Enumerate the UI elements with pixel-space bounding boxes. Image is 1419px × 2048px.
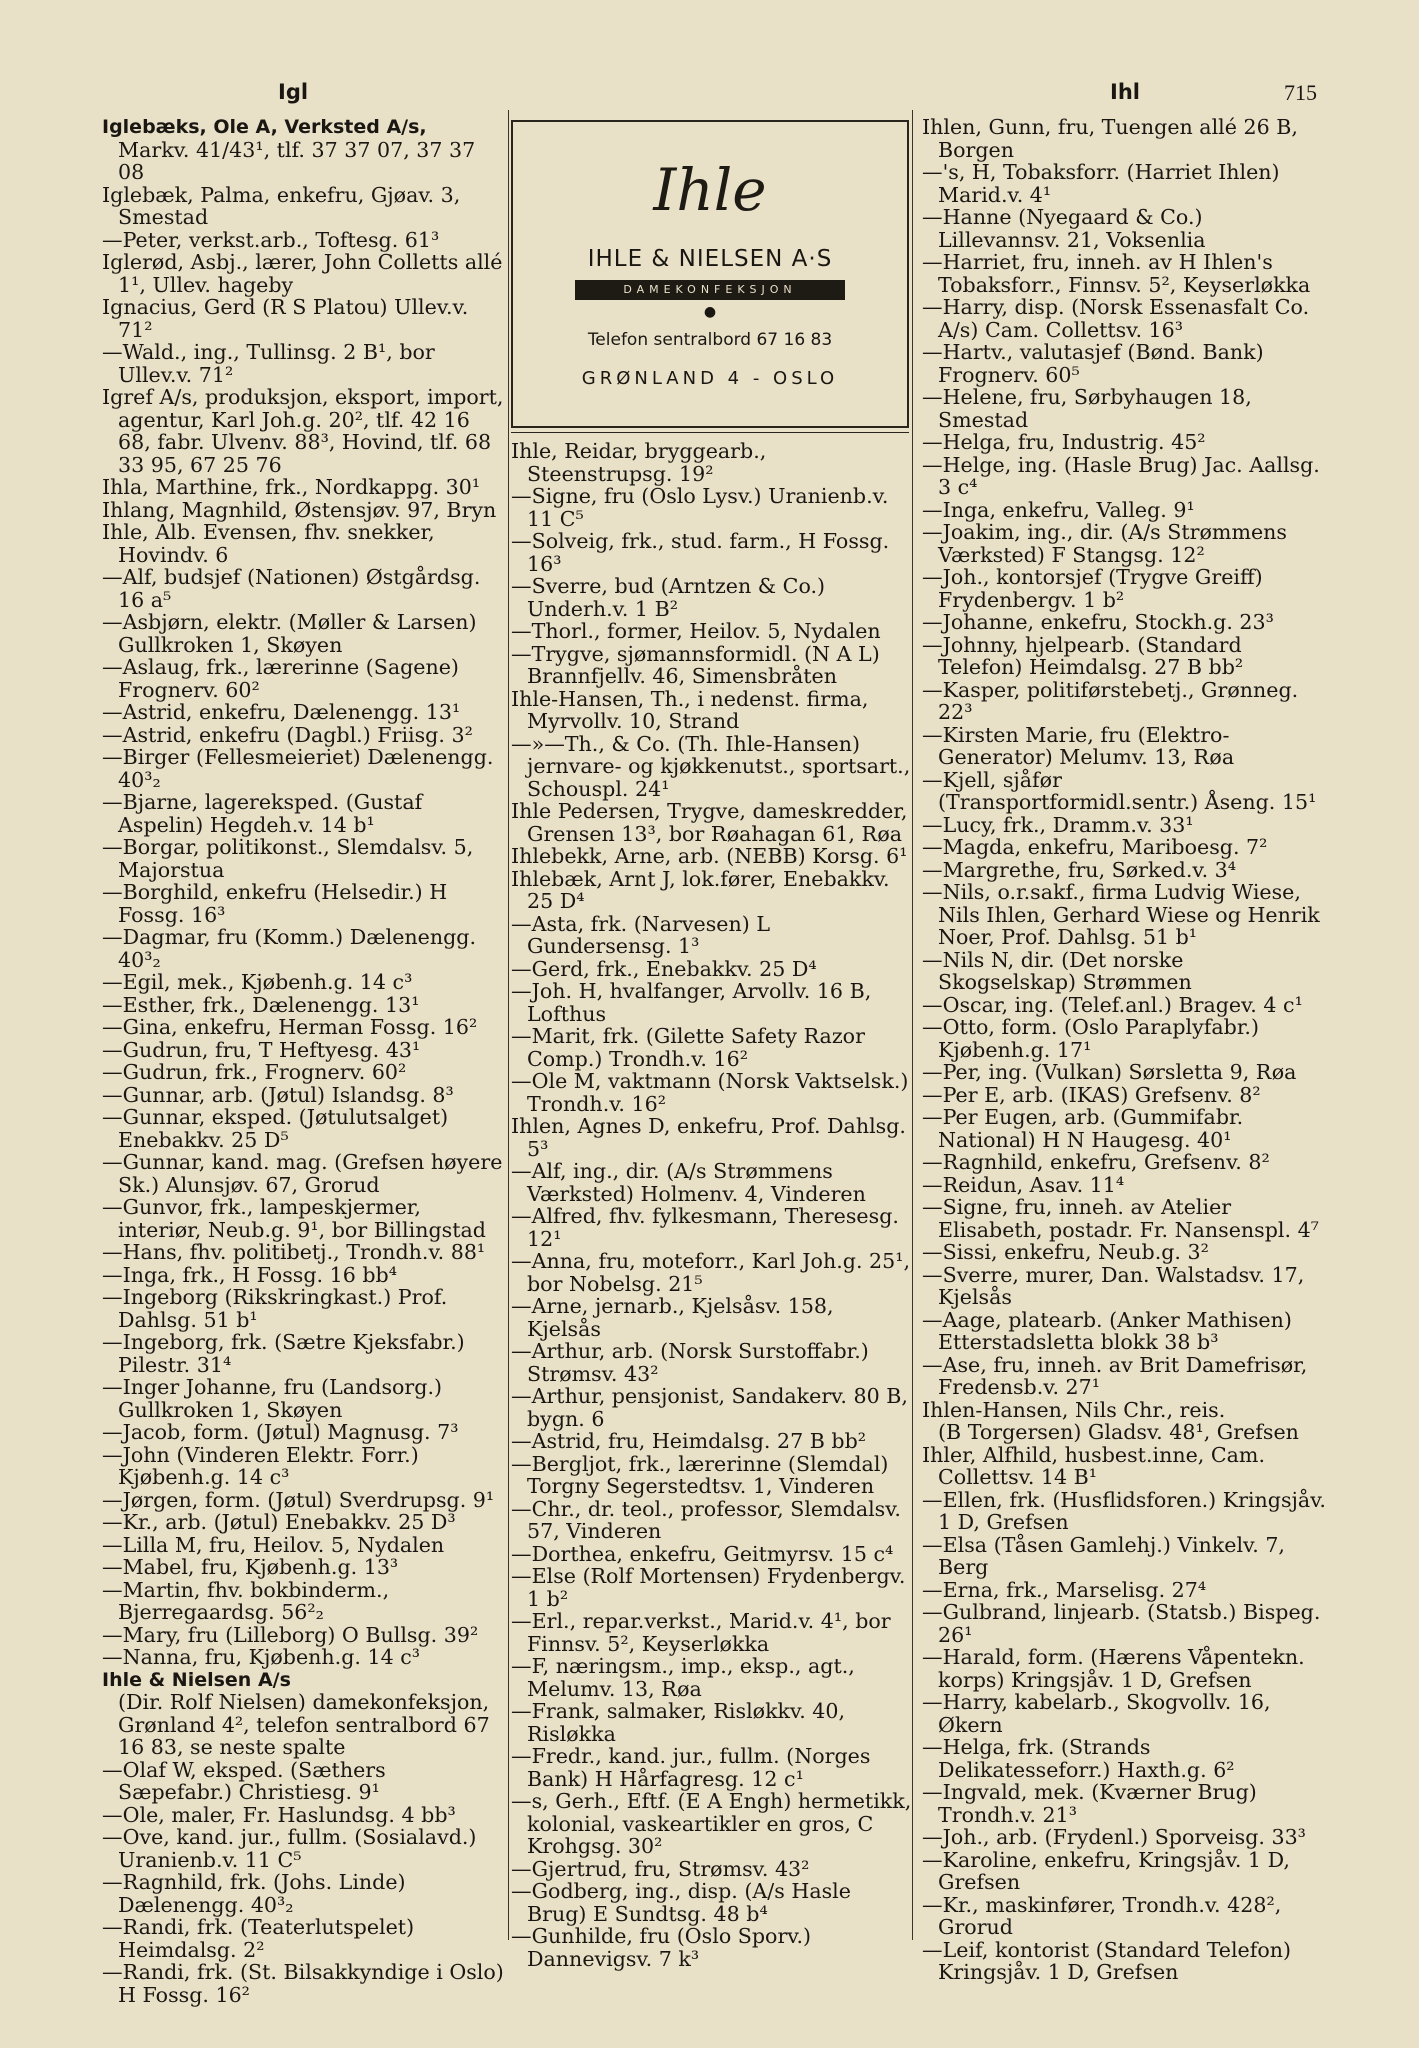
directory-entry: —Per, ing. (Vulkan) Sørsletta 9, Røa (922, 1060, 1297, 1084)
header-right-catchword: Ihl (1110, 80, 1140, 104)
directory-entry: —Oscar, ing. (Telef.anl.) Bragev. 4 c¹ (922, 992, 1303, 1017)
directory-entry: —Joh., kontorsjef (Trygve Greiff) Frydenbergv. 1 b² (922, 565, 1263, 612)
ad-address: GRØNLAND 4 - OSLO (581, 368, 839, 389)
column-rule-2 (912, 110, 913, 1940)
directory-entry: —Alf, budsjef (Nationen) Østgårdsg. 16 a⁵ (102, 565, 481, 612)
advertisement-ihle-nielsen (511, 120, 909, 428)
directory-entry: —Johnny, hjelpearb. (Standard Telefon) Heimdalsg. 27 B bb² (922, 632, 1244, 679)
column-2 (511, 440, 912, 1970)
directory-entry: Ihlebekk, Arne, arb. (NEBB) Korsg. 6¹ (511, 844, 908, 868)
directory-entry: (Dir. Rolf Nielsen) damekonfeksjon, Grønland 4², telefon sentralbord 67 16 83, se neste spalte (118, 1690, 490, 1759)
ad-band: DAMEKONFEKSJON (575, 280, 845, 300)
directory-entry: —Helga, fru, Industrig. 45² (922, 430, 1206, 454)
directory-entry: Markv. 41/43¹, tlf. 37 37 07, 37 37 08 (118, 137, 476, 184)
directory-entry: —Joh., arb. (Frydenl.) Sporveisg. 33³ (922, 1825, 1306, 1849)
directory-entry: —Aslaug, frk., lærerinne (Sagene) Frognerv. 60² (102, 655, 459, 702)
directory-entry: —Alfred, fhv. fylkesmann, Theresesg. 12¹ (511, 1204, 899, 1251)
directory-entry: —Hans, fhv. politibetj., Trondh.v. 88¹ (102, 1240, 486, 1264)
page-number: 715 (1284, 80, 1317, 105)
directory-entry: —Inga, enkefru, Valleg. 9¹ (922, 497, 1195, 522)
directory-entry: —Martin, fhv. bokbinderm., Bjerregaardsg. 56²₂ (102, 1577, 390, 1624)
logo-script-text: Ihle (653, 156, 767, 224)
directory-entry: —Aage, platearb. (Anker Mathisen) Etterstadsletta blokk 38 b³ (922, 1307, 1292, 1354)
directory-entry: —Otto, form. (Oslo Paraplyfabr.) Kjøbenh.g. 17¹ (922, 1015, 1260, 1062)
directory-entry: —Sverre, bud (Arntzen & Co.) Underh.v. 1 B² (511, 574, 826, 621)
directory-entry: —Bergljot, frk., lærerinne (Slemdal) Torgny Segerstedtsv. 1, Vinderen (511, 1451, 889, 1498)
directory-entry: —s, Gerh., Eftf. (E A Engh) hermetikk, kolonial, vaskeartikler en gros, C Krohgsg. 30² (511, 1789, 912, 1858)
directory-entry: —Birger (Fellesmeieriet) Dælenengg. 40³₂ (102, 745, 494, 792)
directory-entry: —Bjarne, lagereksped. (Gustaf Aspelin) Hegdeh.v. 14 b¹ (102, 790, 423, 837)
column-1 (102, 116, 504, 2006)
directory-entry: —John (Vinderen Elektr. Forr.) Kjøbenh.g. 14 c³ (102, 1442, 419, 1489)
column-rule-1 (508, 110, 509, 1940)
directory-entry: —Mary, fru (Lilleborg) O Bullsg. 39² (102, 1622, 479, 1647)
directory-entry: —Astrid, enkefru, Dælenengg. 13¹ (102, 700, 461, 724)
directory-entry: —Joakim, ing., dir. (A/s Strømmens Værksted) F Stangsg. 12² (922, 520, 1287, 567)
directory-entry: —Joh. H, hvalfanger, Arvollv. 16 B, Lofthus (511, 979, 872, 1026)
directory-entry: —Ragnhild, frk. (Johs. Linde) Dælenengg. 40³₂ (102, 1870, 406, 1917)
directory-entry: —Kasper, politiførstebetj., Grønneg. 22³ (922, 677, 1299, 724)
directory-entry: —Asbjørn, elektr. (Møller & Larsen) Gullkroken 1, Skøyen (102, 610, 477, 657)
directory-entry: —Ove, kand. jur., fullm. (Sosialavd.) Uranienb.v. 11 C⁵ (102, 1825, 477, 1872)
directory-entry: —Nils, o.r.sakf., firma Ludvig Wiese, Nils Ihlen, Gerhard Wiese og Henrik Noer, Prof. Dahlsg. 51 b¹ (922, 880, 1320, 949)
directory-entry: —Helge, ing. (Hasle Brug) Jac. Aallsg. 3 c⁴ (922, 452, 1320, 499)
directory-entry: Ihlen-Hansen, Nils Chr., reis. (922, 1397, 1226, 1422)
directory-entry: —Marit, frk. (Gilette Safety Razor Comp.) Trondh.v. 16² (511, 1024, 865, 1071)
directory-entry: Ihlen, Gunn, fru, Tuengen allé 26 B, Borgen (922, 115, 1298, 162)
directory-entry: —Frank, salmaker, Risløkkv. 40, Risløkka (511, 1699, 846, 1746)
directory-entry: —Signe, fru (Oslo Lysv.) Uranienb.v. 11 C⁵ (511, 484, 889, 531)
directory-entry: —Olaf W, eksped. (Sæthers Sæpefabr.) Christiesg. 9¹ (102, 1757, 386, 1804)
directory-entry: —Solveig, frk., stud. farm., H Fossg. 16³ (511, 529, 890, 576)
directory-entry: Ihlen, Agnes D, enkefru, Prof. Dahlsg. 5³ (511, 1114, 906, 1161)
directory-entry: —Gina, enkefru, Herman Fossg. 16² (102, 1015, 478, 1039)
directory-entry: —Per Eugen, arb. (Gummifabr. National) H N Haugesg. 40¹ (922, 1105, 1244, 1152)
directory-entry: —Randi, frk. (St. Bilsakkyndige i Oslo) H Fossg. 16² (102, 1960, 504, 2007)
directory-entry: —Kirsten Marie, fru (Elektro-Generator) Melumv. 13, Røa (922, 722, 1235, 769)
directory-entry: Ihlang, Magnhild, Østensjøv. 97, Bryn (102, 497, 497, 522)
directory-entry: (B Torgersen) Gladsv. 48¹, Grefsen (938, 1420, 1299, 1444)
directory-entry: —Godberg, ing., disp. (A/s Hasle Brug) E Sundtsg. 48 b⁴ (511, 1879, 851, 1926)
directory-entry: —Arthur, arb. (Norsk Surstoffabr.) Strømsv. 43² (511, 1339, 869, 1386)
directory-entry: —Alf, ing., dir. (A/s Strømmens Værksted) Holmenv. 4, Vinderen (511, 1159, 866, 1206)
directory-entry: —Hartv., valutasjef (Bønd. Bank) Frognerv. 60⁵ (922, 340, 1264, 387)
directory-entry: —Gudrun, frk., Frognerv. 60² (102, 1060, 407, 1084)
directory-entry: —Helga, frk. (Strands Delikatesseforr.) Haxth.g. 6² (922, 1735, 1235, 1782)
directory-entry: —Lilla M, fru, Heilov. 5, Nydalen (102, 1532, 445, 1557)
directory-entry: —Thorl., former, Heilov. 5, Nydalen (511, 619, 881, 643)
directory-entry: —Harry, kabelarb., Skogvollv. 16, Økern (922, 1690, 1271, 1737)
ad-divider (511, 432, 909, 433)
ad-firm-name: IHLE & NIELSEN A·S (587, 246, 833, 272)
directory-entry: —Gunvor, frk., lampeskjermer, interiør, Neub.g. 9¹, bor Billingstad (102, 1195, 486, 1242)
directory-entry: —Arthur, pensjonist, Sandakerv. 80 B, bygn. 6 (511, 1384, 908, 1431)
header-left-catchword: Igl (278, 80, 309, 104)
directory-entry: —Borgar, politikonst., Slemdalsv. 5, Majorstua (102, 835, 474, 882)
directory-entry: —Jacob, form. (Jøtul) Magnusg. 7³ (102, 1420, 459, 1444)
directory-entry: —»—Th., & Co. (Th. Ihle-Hansen) jernvare- og kjøkkenutst., sportsart., Schouspl. 24¹ (511, 731, 911, 801)
directory-entry: Ihle-Hansen, Th., i nedenst. firma, Myrvollv. 10, Strand (511, 686, 869, 733)
directory-entry: —Ellen, frk. (Husflidsforen.) Kringsjåv. 1 D, Grefsen (922, 1487, 1326, 1534)
directory-entry: —Peter, verkst.arb., Toftesg. 61³ (102, 227, 440, 252)
directory-entry: —Lucy, frk., Dramm.v. 33¹ (922, 812, 1194, 837)
directory-entry: Ihla, Marthine, frk., Nordkappg. 30¹ (102, 475, 481, 499)
directory-entry: —Erna, frk., Marselisg. 27⁴ (922, 1577, 1207, 1602)
directory-entry: —'s, H, Tobaksforr. (Harriet Ihlen) Marid.v. 4¹ (922, 160, 1280, 207)
directory-entry: —Gunnar, arb. (Jøtul) Islandsg. 8³ (102, 1082, 454, 1107)
directory-entry: —Anna, fru, moteforr., Karl Joh.g. 25¹, bor Nobelsg. 21⁵ (511, 1249, 911, 1296)
directory-entry: —Hanne (Nyegaard & Co.) Lillevannsv. 21, Voksenlia (922, 205, 1206, 252)
directory-entry: Ihle, Reidar, bryggearb., Steenstrupsg. 19² (511, 439, 767, 486)
directory-entry: —Sissi, enkefru, Neub.g. 3² (922, 1240, 1209, 1264)
directory-entry: Iglerød, Asbj., lærer, John Colletts allé 1¹, Ullev. hageby (102, 250, 503, 297)
directory-entry: —Ase, fru, inneh. av Brit Damefrisør, Fredensb.v. 27¹ (922, 1352, 1308, 1399)
directory-entry: Ignacius, Gerd (R S Platou) Ullev.v. 71² (102, 295, 469, 342)
directory-entry: —Ingeborg, frk. (Sætre Kjeksfabr.) Pilestr. 31⁴ (102, 1330, 465, 1377)
bullet-icon: ● (703, 304, 717, 320)
directory-entry: —Fredr., kand. jur., fullm. (Norges Bank) H Hårfagresg. 12 c¹ (511, 1744, 871, 1791)
directory-entry: —Elsa (Tåsen Gamlehj.) Vinkelv. 7, Berg (922, 1532, 1285, 1579)
directory-entry: —Gunnar, eksped. (Jøtulutsalget) Enebakkv. 25 D⁵ (102, 1105, 449, 1152)
directory-entry: —Gunhilde, fru (Oslo Sporv.) Dannevigsv. 7 k³ (511, 1924, 812, 1971)
directory-entry: Ihlebæk, Arnt J, lok.fører, Enebakkv. 25 D⁴ (511, 866, 890, 913)
directory-entry: —Gerd, frk., Enebakkv. 25 D⁴ (511, 956, 817, 981)
directory-entry: —Ole, maler, Fr. Haslundsg. 4 bb³ (102, 1802, 456, 1827)
directory-entry: —Kr., maskinfører, Trondh.v. 428², Grorud (922, 1892, 1282, 1939)
directory-entry: —Kjell, sjåfør (Transportformidl.sentr.) Åseng. 15¹ (922, 767, 1317, 814)
directory-entry: —Reidun, Asav. 11⁴ (922, 1172, 1125, 1197)
directory-entry: —Astrid, enkefru (Dagbl.) Friisg. 3² (102, 722, 473, 747)
directory-entry: —Ingeborg (Rikskringkast.) Prof. Dahlsg. 51 b¹ (102, 1285, 448, 1332)
directory-entry: —Astrid, fru, Heimdalsg. 27 B bb² (511, 1429, 867, 1453)
directory-entry: —Jørgen, form. (Jøtul) Sverdrupsg. 9¹ (102, 1487, 495, 1512)
directory-entry: —F, næringsm., imp., eksp., agt., Melumv. 13, Røa (511, 1654, 855, 1701)
directory-entry: —Wald., ing., Tullinsg. 2 B¹, bor Ullev.v. 71² (102, 340, 435, 387)
directory-entry: —Karoline, enkefru, Kringsjåv. 1 D, Grefsen (922, 1847, 1290, 1894)
directory-entry: —Else (Rolf Mortensen) Frydenbergv. 1 b² (511, 1564, 906, 1611)
directory-entry: —Asta, frk. (Narvesen) L Gundersensg. 1³ (511, 911, 770, 958)
directory-entry: Igref A/s, produksjon, eksport, import, agentur, Karl Joh.g. 20², tlf. 42 16 68, fabr. Ulvenv. 88³, Hovind, tlf. 68 33 95, 67 25 76 (102, 385, 504, 477)
directory-entry: —Ingvald, mek. (Kværner Brug) Trondh.v. 21³ (922, 1780, 1257, 1827)
directory-entry: —Harriet, fru, inneh. av H Ihlen's Tobaksforr., Finnsv. 5², Keyserløkka (922, 250, 1311, 297)
directory-entry: —Leif, kontorist (Standard Telefon) Kringsjåv. 1 D, Grefsen (922, 1937, 1292, 1984)
directory-entry: —Ragnhild, enkefru, Grefsenv. 8² (922, 1150, 1270, 1174)
directory-entry: —Helene, fru, Sørbyhaugen 18, Smestad (922, 385, 1252, 432)
directory-entry: —Randi, frk. (Teaterlutspelet) Heimdalsg. 2² (102, 1915, 415, 1962)
directory-entry: Iglebæks, Ole A, Verksted A/s, (102, 116, 427, 138)
directory-entry: —Kr., arb. (Jøtul) Enebakkv. 25 D³ (102, 1510, 456, 1534)
ihle-script-logo (625, 148, 795, 234)
directory-entry: —Nils N, dir. (Det norske Skogselskap) Strømmen (922, 947, 1192, 994)
directory-entry: Ihle Pedersen, Trygve, dameskredder, Grensen 13³, bor Røahagan 61, Røa (511, 799, 908, 846)
directory-entry: —Sverre, murer, Dan. Walstadsv. 17, Kjelsås (922, 1262, 1305, 1309)
directory-entry: —Erl., repar.verkst., Marid.v. 4¹, bor Finnsv. 5², Keyserløkka (511, 1609, 891, 1656)
directory-entry: —Trygve, sjømannsformidl. (N A L) Brannfjellv. 46, Simensbråten (511, 641, 880, 688)
directory-entry: —Dagmar, fru (Komm.) Dælenengg. 40³₂ (102, 925, 477, 972)
directory-entry: —Signe, fru, inneh. av Atelier Elisabeth, postadr. Fr. Nansenspl. 4⁷ (922, 1195, 1319, 1242)
directory-entry: —Magda, enkefru, Mariboesg. 7² (922, 835, 1268, 859)
directory-entry: —Inger Johanne, fru (Landsorg.) Gullkroken 1, Skøyen (102, 1375, 443, 1422)
directory-entry: —Borghild, enkefru (Helsedir.) H Fossg. 16³ (102, 880, 448, 927)
column-3 (922, 116, 1327, 1984)
directory-entry: Ihler, Alfhild, husbest.inne, Cam. Collettsv. 14 B¹ (922, 1442, 1265, 1489)
directory-entry: —Ole M, vaktmann (Norsk Vaktselsk.) Trondh.v. 16² (511, 1069, 909, 1116)
ad-phone: Telefon sentralbord 67 16 83 (587, 330, 833, 350)
directory-entry: —Margrethe, fru, Sørked.v. 3⁴ (922, 857, 1237, 882)
directory-entry: —Harry, disp. (Norsk Essenasfalt Co. A/s) Cam. Collettsv. 16³ (922, 295, 1310, 342)
directory-entry: —Chr., dr. teol., professor, Slemdalsv. 57, Vinderen (511, 1496, 901, 1543)
directory-entry: —Gunnar, kand. mag. (Grefsen høyere Sk.) Alunsjøv. 67, Grorud (102, 1150, 503, 1197)
directory-entry: —Esther, frk., Dælenengg. 13¹ (102, 992, 420, 1017)
directory-entry: —Harald, form. (Hærens Våpentekn. korps) Kringsjåv. 1 D, Grefsen (922, 1645, 1305, 1692)
directory-entry: Iglebæk, Palma, enkefru, Gjøav. 3, Smestad (102, 182, 461, 229)
directory-entry: —Gulbrand, linjearb. (Statsb.) Bispeg. 26¹ (922, 1600, 1321, 1647)
directory-entry: —Gudrun, fru, T Heftyesg. 43¹ (102, 1037, 421, 1062)
directory-entry: Ihle, Alb. Evensen, fhv. snekker, Hovindv. 6 (102, 520, 435, 567)
directory-entry: —Inga, frk., H Fossg. 16 bb⁴ (102, 1262, 397, 1287)
directory-entry: —Gjertrud, fru, Strømsv. 43² (511, 1856, 810, 1881)
directory-entry: Ihle & Nielsen A/s (102, 1668, 291, 1691)
directory-entry: —Nanna, fru, Kjøbenh.g. 14 c³ (102, 1645, 421, 1669)
directory-entry: —Per E, arb. (IKAS) Grefsenv. 8² (922, 1082, 1261, 1107)
directory-entry: —Johanne, enkefru, Stockh.g. 23³ (922, 610, 1274, 634)
directory-entry: —Egil, mek., Kjøbenh.g. 14 c³ (102, 970, 413, 994)
directory-entry: —Mabel, fru, Kjøbenh.g. 13³ (102, 1555, 399, 1579)
directory-entry: —Arne, jernarb., Kjelsåsv. 158, Kjelsås (511, 1294, 834, 1341)
directory-entry: —Dorthea, enkefru, Geitmyrsv. 15 c⁴ (511, 1541, 894, 1566)
